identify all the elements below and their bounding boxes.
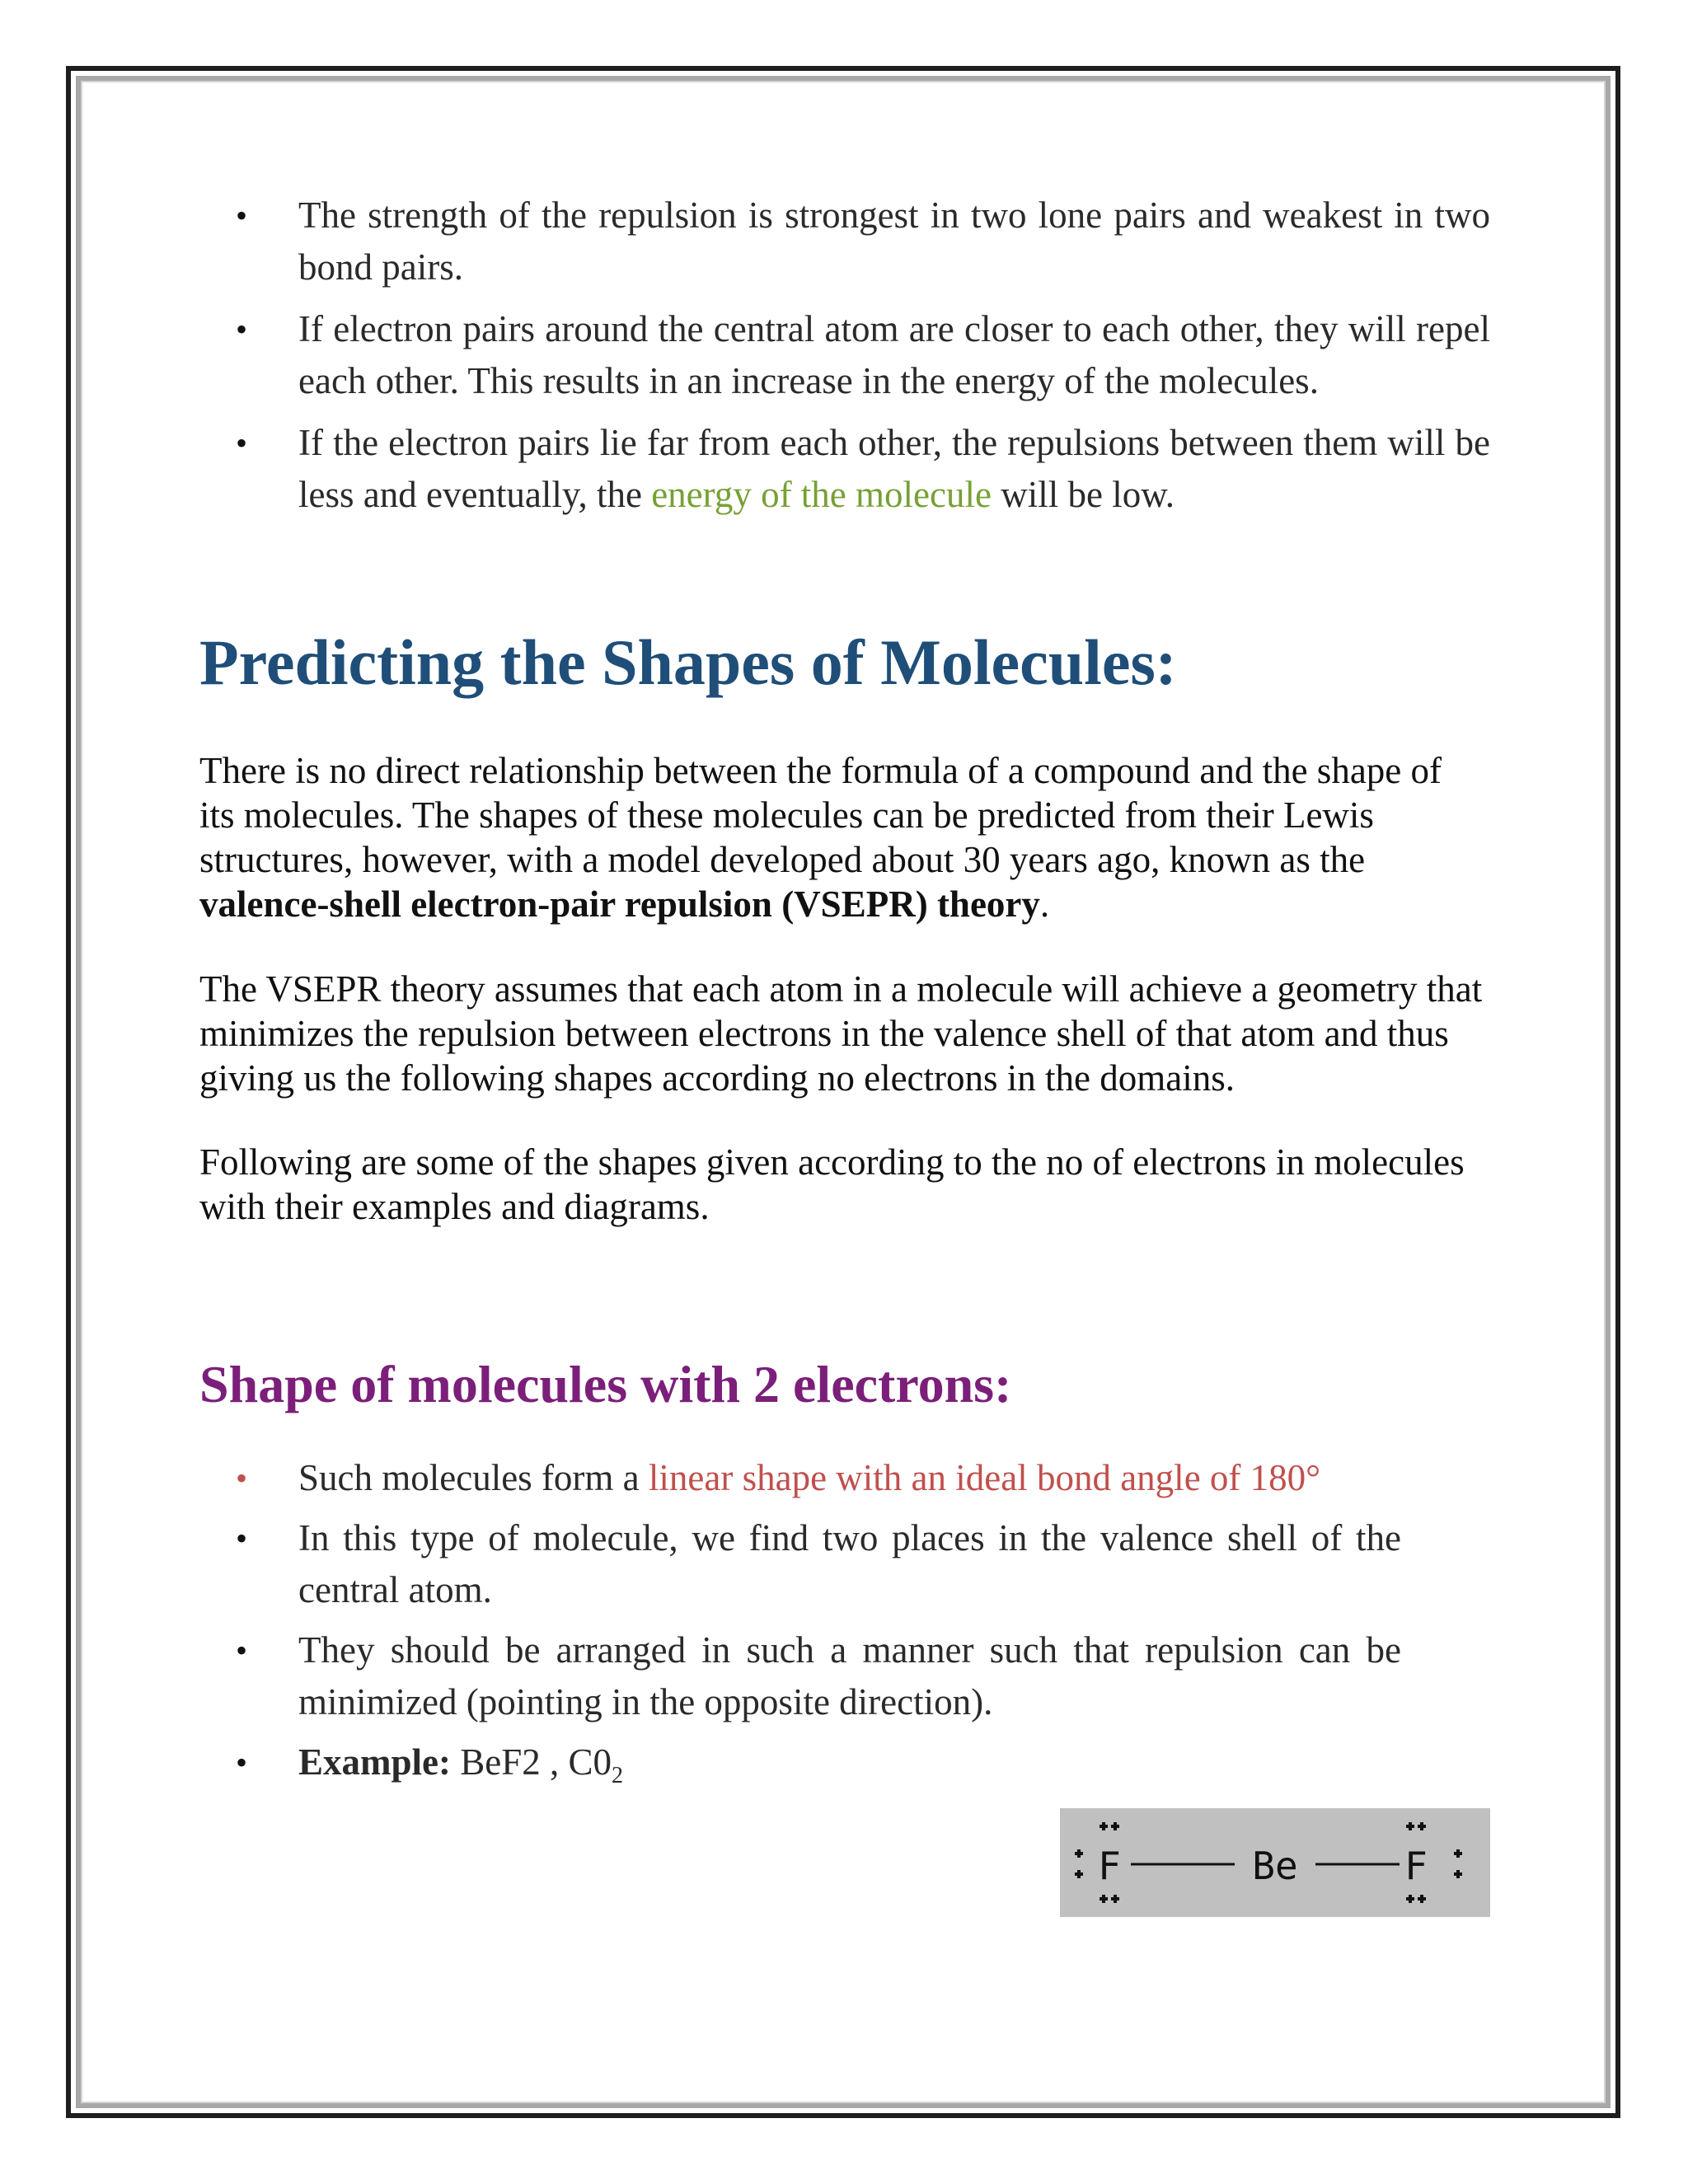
bullet-text: Such molecules form a bbox=[298, 1457, 649, 1498]
bullet-icon: • bbox=[236, 1632, 248, 1669]
example-value: BeF2 , C0 bbox=[451, 1741, 612, 1783]
intro-bullet-list bbox=[0, 190, 1490, 531]
paragraph-text-end: . bbox=[1039, 883, 1050, 925]
highlighted-term: linear shape with an ideal bond angle of 180° bbox=[648, 1457, 1321, 1498]
highlighted-term: energy of the molecule bbox=[651, 474, 992, 515]
paragraph-vsepr-assumption: The VSEPR theory assumes that each atom in a molecule will achieve a geometry that minimizes the repulsion between electrons in the valence shell of that atom and thus giving us the following shapes according no electrons in the domains. bbox=[199, 968, 1483, 1099]
left-fluorine-symbol: F bbox=[1098, 1844, 1121, 1888]
bullet-icon: • bbox=[236, 1460, 248, 1497]
list-item bbox=[0, 1452, 1401, 1504]
list-item bbox=[0, 190, 1490, 293]
shape-bullet-list bbox=[0, 1452, 1401, 1810]
bullet-text: If electron pairs around the central atom are closer to each other, they will repel each other. This results in an increase in the energy of the molecules. bbox=[298, 308, 1490, 401]
bullet-icon: • bbox=[236, 424, 248, 462]
right-fluorine-symbol: F bbox=[1404, 1844, 1428, 1888]
example-label: Example: bbox=[298, 1741, 451, 1783]
bullet-text: If the electron pairs lie far from each other, the repulsions between them will be less and eventually, the bbox=[298, 422, 1490, 515]
list-item bbox=[0, 303, 1490, 407]
bullet-icon: • bbox=[236, 1520, 248, 1557]
bef2-lewis-structure bbox=[1060, 1808, 1490, 1917]
beryllium-symbol: Be bbox=[1252, 1844, 1298, 1888]
bullet-icon: • bbox=[236, 311, 248, 348]
example-subscript: 2 bbox=[612, 1763, 624, 1788]
bullet-text: In this type of molecule, we find two places in the valence shell of the central atom. bbox=[298, 1517, 1401, 1610]
paragraph-text: There is no direct relationship between the formula of a compound and the shape of its molecules. The shapes of these molecules can be predicted from their Lewis structures, however, with a model developed about 30 years ago, known as the bbox=[199, 750, 1442, 880]
subsection-title: Shape of molecules with 2 electrons: bbox=[199, 1355, 1012, 1413]
bullet-text: They should be arranged in such a manner such that repulsion can be minimized (pointing in the opposite direction). bbox=[298, 1629, 1401, 1722]
bullet-text-end: will be low. bbox=[991, 474, 1175, 515]
section-title: Predicting the Shapes of Molecules: bbox=[199, 626, 1177, 698]
list-item bbox=[0, 1624, 1401, 1728]
bold-term: valence-shell electron-pair repulsion (VSEPR) theory bbox=[199, 883, 1040, 925]
list-item bbox=[0, 1736, 1401, 1802]
paragraph-shapes-intro: Following are some of the shapes given according to the no of electrons in molecules with their examples and diagrams. bbox=[199, 1141, 1465, 1227]
bullet-text: The strength of the repulsion is strongest in two lone pairs and weakest in two bond pairs. bbox=[298, 194, 1490, 288]
list-item bbox=[0, 1512, 1401, 1616]
list-item bbox=[0, 417, 1490, 521]
bullet-icon: • bbox=[236, 197, 248, 234]
paragraph-vsepr-intro bbox=[199, 748, 1485, 926]
bullet-icon: • bbox=[236, 1744, 248, 1781]
